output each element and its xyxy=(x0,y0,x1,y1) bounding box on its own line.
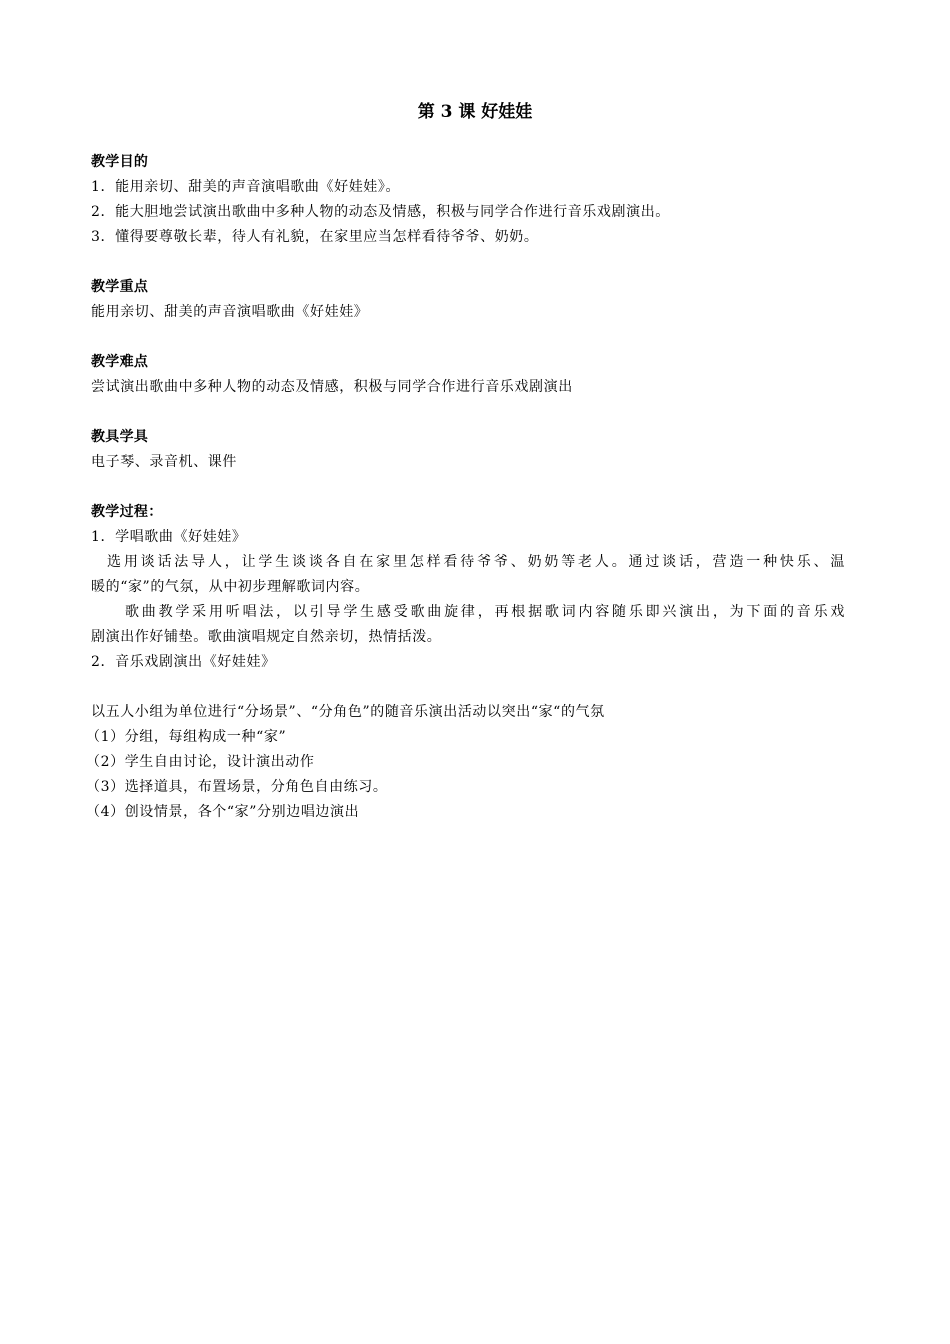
objective-item: 1．能用亲切、甜美的声音演唱歌曲《好娃娃》。 xyxy=(91,179,401,195)
materials-heading: 教具学具 xyxy=(91,429,149,445)
process-heading: 教学过程： xyxy=(91,504,163,520)
process-paragraph-2-line-2: 剧演出作好铺垫。歌曲演唱规定自然亲切，热情括泼。 xyxy=(91,629,442,645)
process-substep: （2）学生自由讨论，设计演出动作 xyxy=(86,754,315,770)
lesson-title: 第 3 课 好娃娃 xyxy=(417,102,533,122)
process-paragraph-2-line-1: 歌曲教学采用听唱法，以引导学生感受歌曲旋律，再根据歌词内容随乐即兴演出，为下面的音乐戏 xyxy=(125,604,845,620)
difficulties-heading: 教学难点 xyxy=(91,354,149,370)
materials-text: 电子琴、录音机、课件 xyxy=(91,454,237,470)
objective-item: 2．能大胆地尝试演出歌曲中多种人物的动态及情感，积极与同学合作进行音乐戏剧演出。 xyxy=(91,204,670,220)
process-step-1: 1．学唱歌曲《好娃娃》 xyxy=(91,529,247,545)
process-paragraph-1-line-1: 选用谈话法导人，让学生谈谈各自在家里怎样看待爷爷、奶奶等老人。通过谈话，营造一种快乐、温 xyxy=(107,554,845,570)
process-substep: （4）创设情景，各个“家”分别边唱边演出 xyxy=(86,804,360,820)
process-paragraph-1-line-2: 暖的“家”的气氛，从中初步理解歌词内容。 xyxy=(91,579,370,595)
process-substep: （1）分组，每组构成一种“家” xyxy=(86,729,287,745)
difficulties-text: 尝试演出歌曲中多种人物的动态及情感，积极与同学合作进行音乐戏剧演出 xyxy=(91,379,573,395)
process-substep: （3）选择道具，布置场景，分角色自由练习。 xyxy=(86,779,388,795)
process-intro: 以五人小组为单位进行“分场景”、“分角色”的随音乐演出活动以突出“家“的气氛 xyxy=(91,704,605,720)
process-step-2: 2．音乐戏剧演出《好娃娃》 xyxy=(91,654,276,670)
key-points-text: 能用亲切、甜美的声音演唱歌曲《好娃娃》 xyxy=(91,304,369,320)
objective-item: 3．懂得要尊敬长辈，待人有礼貌，在家里应当怎样看待爷爷、奶奶。 xyxy=(91,229,539,245)
objectives-heading: 教学目的 xyxy=(91,154,149,170)
key-points-heading: 教学重点 xyxy=(91,279,149,295)
